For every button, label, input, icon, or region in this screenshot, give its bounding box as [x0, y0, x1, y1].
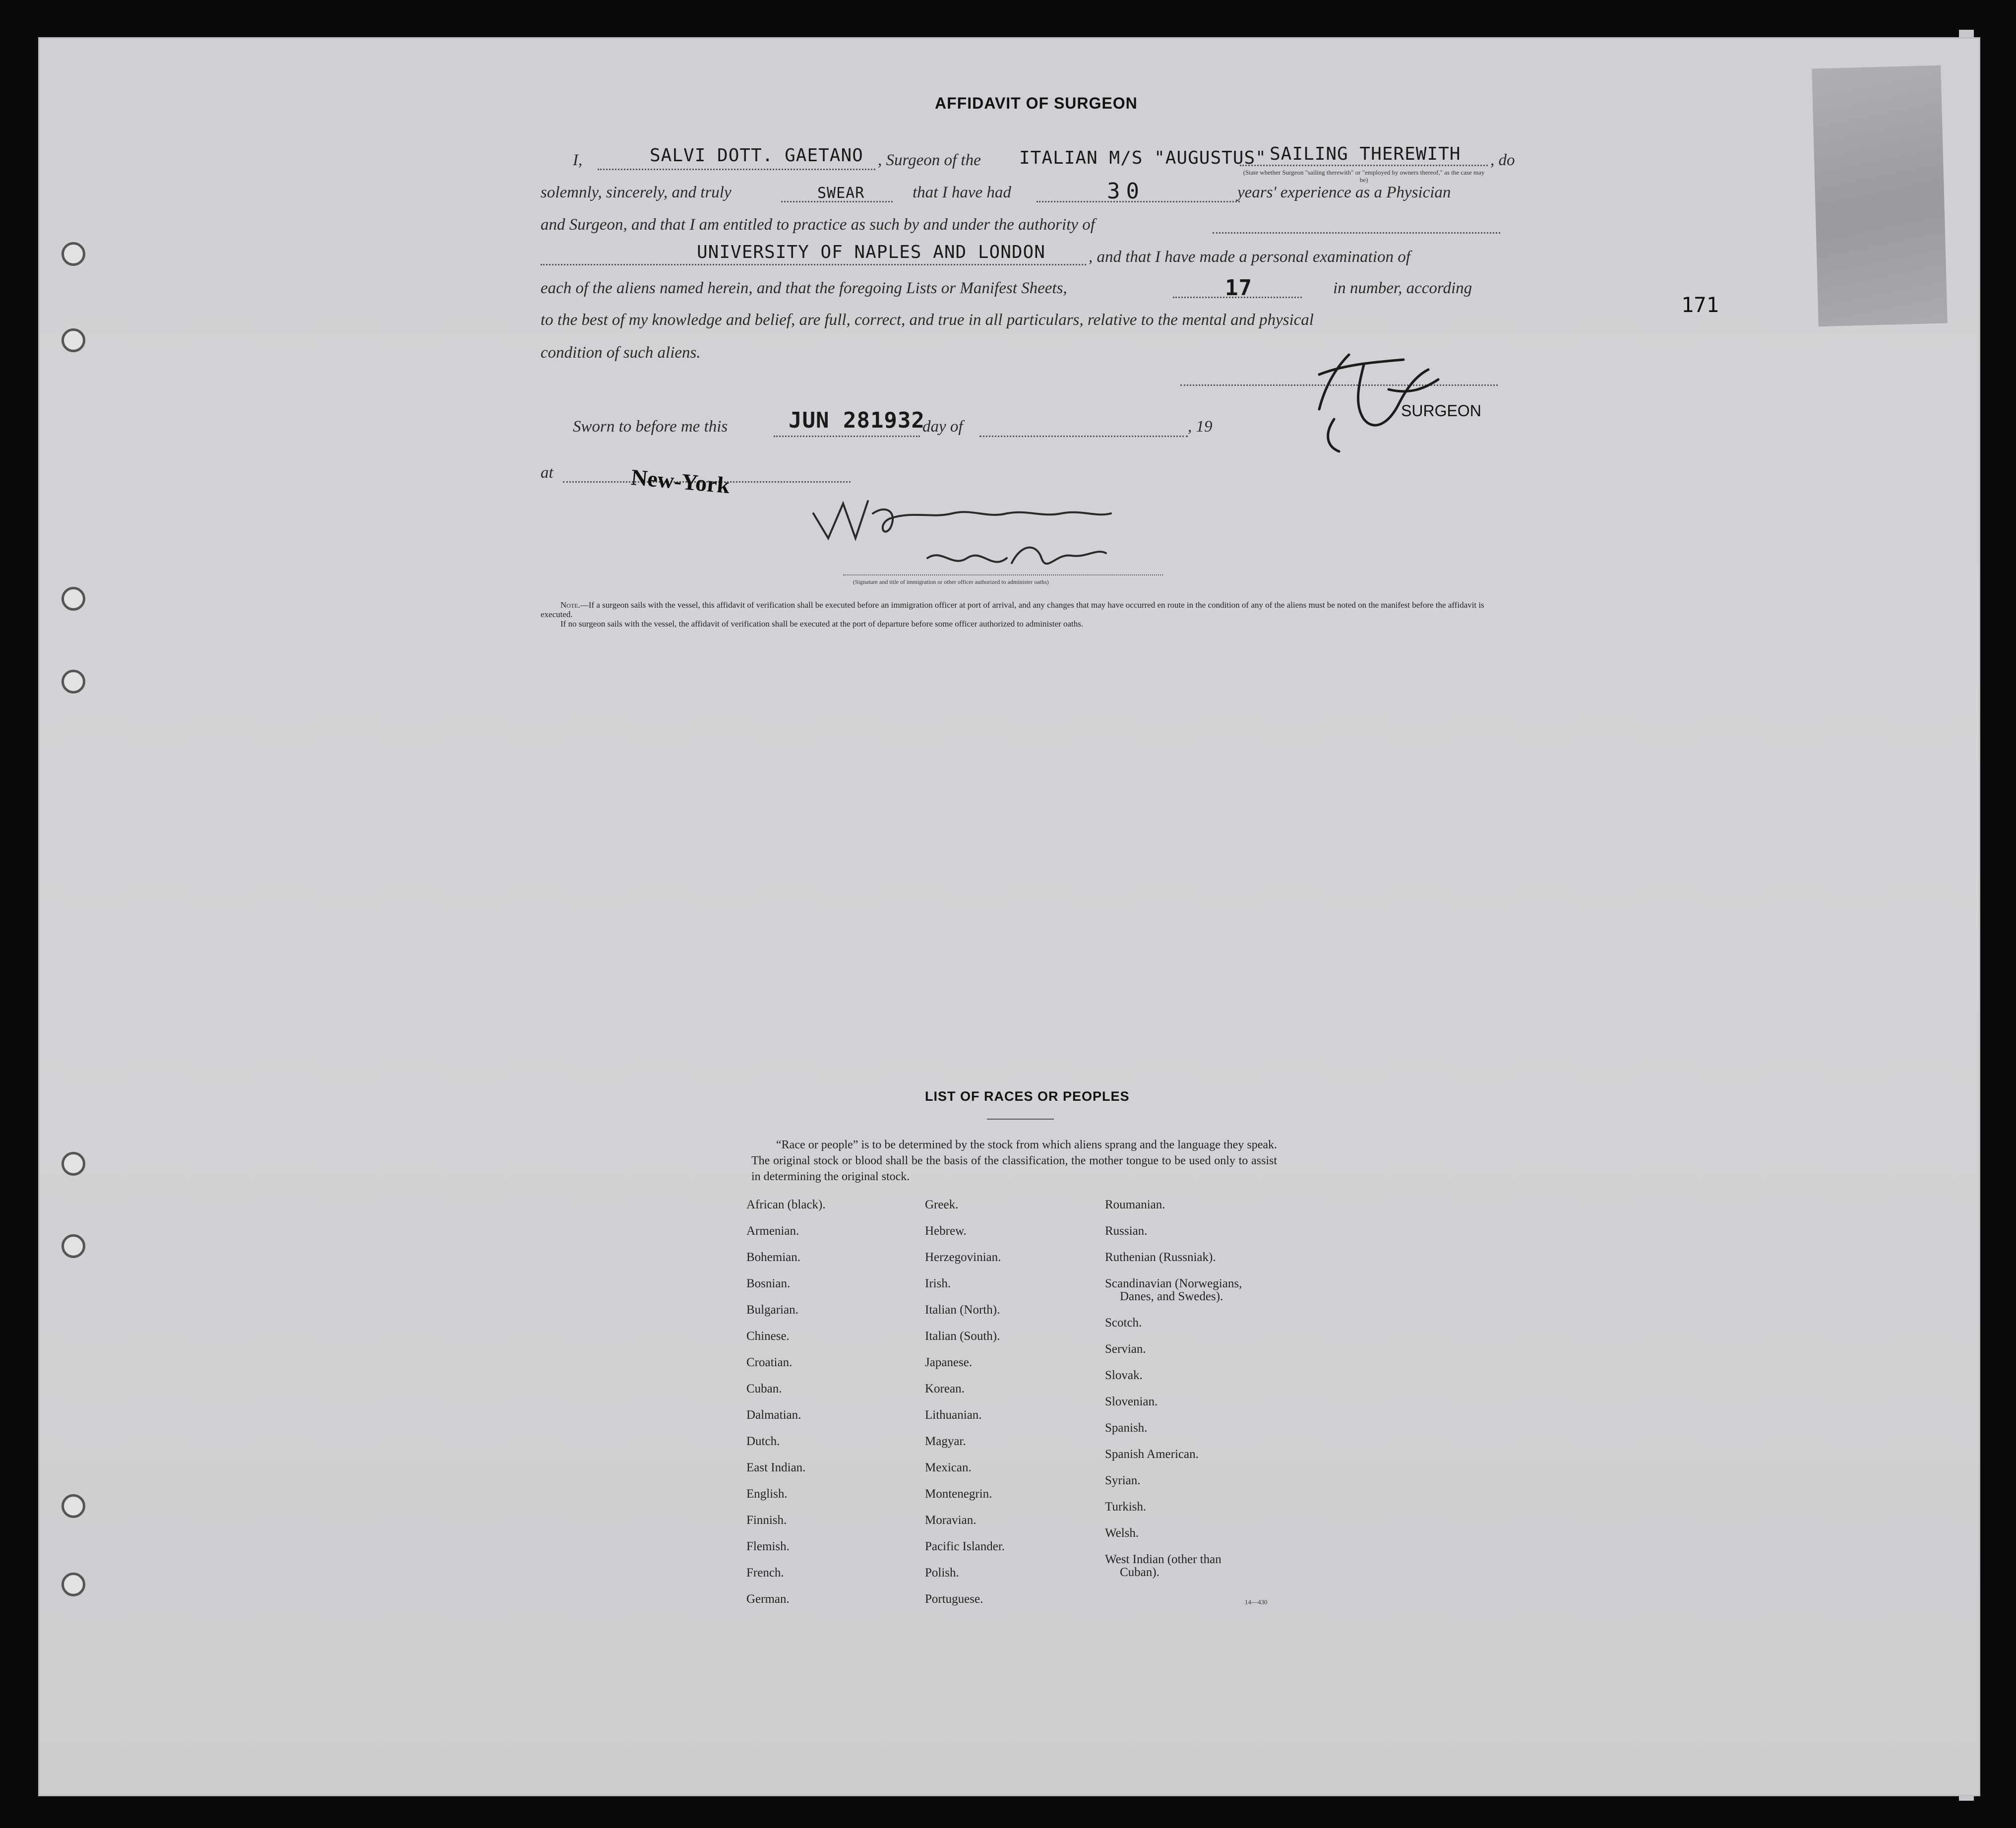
race-item: Ruthenian (Russniak). [1105, 1251, 1216, 1264]
inspector-signature [803, 484, 1151, 593]
race-item: Cuban. [746, 1382, 782, 1395]
race-item: Lithuanian. [925, 1408, 982, 1422]
race-item: Danes, and Swedes). [1120, 1290, 1223, 1303]
races-col1 [746, 1198, 826, 1619]
affidavit-title: AFFIDAVIT OF SURGEON [935, 94, 1138, 112]
line7: condition of such aliens. [541, 344, 701, 362]
races-title-rule [987, 1119, 1054, 1120]
binder-hole [61, 1152, 85, 1176]
race-item: French. [746, 1566, 784, 1579]
race-item: Herzegovinian. [925, 1251, 1001, 1264]
race-item: Chinese. [746, 1329, 790, 1343]
race-item: Scotch. [1105, 1316, 1142, 1329]
status-field [1240, 165, 1488, 166]
oath-word: SWEAR [817, 185, 865, 202]
race-item: Armenian. [746, 1224, 799, 1238]
surgeon-signature [1289, 345, 1453, 454]
page-number: 171 [1681, 293, 1719, 317]
officer-signature-note: (Signature and title of immigration or other officer authorized to administer oaths) [853, 578, 1049, 585]
years-experience: 30 [1107, 179, 1145, 204]
race-item: Cuban). [1120, 1566, 1160, 1579]
binder-hole [61, 670, 85, 693]
binder-hole [61, 1494, 85, 1518]
surgeon-status: SAILING THEREWITH [1270, 144, 1461, 164]
races-intro: “Race or people” is to be determined by the stock from which aliens sprang and the language they speak. The original stock or blood shall be the basis of the classification, the mother tongue to be used only to assist in determining the original stock. [751, 1138, 1277, 1183]
race-item: Slovenian. [1105, 1395, 1158, 1408]
race-item: Montenegrin. [925, 1487, 992, 1501]
race-item: West Indian (other than [1105, 1553, 1222, 1566]
race-item: Portuguese. [925, 1592, 983, 1606]
race-item: Italian (North). [925, 1303, 1000, 1317]
race-item: African (black). [746, 1198, 826, 1211]
race-item: Finnish. [746, 1513, 787, 1527]
races-col2 [925, 1198, 1005, 1619]
note-text1: —If a surgeon sails with the vessel, this affidavit of verification shall be executed before an immigration officer at port of arrival, and any changes that may have occurred en route in the condition of any of the aliens must be noted on the manifest before the affidavit is executed. [541, 600, 1484, 619]
line2-suffix: years' experience as a Physician [1237, 184, 1451, 201]
authority-field [541, 264, 1086, 265]
binder-hole [61, 587, 85, 611]
race-item: Greek. [925, 1198, 959, 1211]
race-item: Syrian. [1105, 1474, 1141, 1487]
line5-prefix: each of the aliens named herein, and that the foregoing Lists or Manifest Sheets, [541, 279, 1067, 297]
race-item: Spanish. [1105, 1421, 1148, 1435]
race-item: Roumanian. [1105, 1198, 1165, 1211]
sworn-date-field [774, 436, 920, 437]
tape-mark [1812, 65, 1948, 327]
race-item: Moravian. [925, 1513, 977, 1527]
authority-name: UNIVERSITY OF NAPLES AND LONDON [697, 242, 1045, 262]
vessel-name: ITALIAN M/S "AUGUSTUS" [1019, 148, 1267, 168]
line4-suffix: , and that I have made a personal examination of [1089, 248, 1410, 266]
race-item: Italian (South). [925, 1329, 1000, 1343]
note-label: Note. [560, 600, 580, 610]
form-code: 14—430 [1245, 1598, 1268, 1606]
race-item: Irish. [925, 1277, 951, 1290]
line5-suffix: in number, according [1333, 279, 1472, 297]
race-item: Slovak. [1105, 1369, 1143, 1382]
affidavit-note [541, 600, 1513, 629]
race-item: Scandinavian (Norwegians, [1105, 1277, 1242, 1290]
binder-hole [61, 1234, 85, 1258]
line2-prefix: solemnly, sincerely, and truly [541, 184, 732, 201]
surgeon-name: SALVI DOTT. GAETANO [650, 145, 863, 166]
race-item: Servian. [1105, 1342, 1146, 1356]
race-item: Magyar. [925, 1435, 966, 1448]
surgeon-label: SURGEON [1401, 402, 1481, 420]
binder-hole [61, 242, 85, 266]
race-item: Spanish American. [1105, 1448, 1199, 1461]
line1-prefix: I, [573, 151, 583, 169]
binder-hole [61, 1573, 85, 1596]
line1-mid: , Surgeon of the [878, 151, 981, 169]
status-note: (State whether Surgeon "sailing therewith" or "employed by owners thereof," as the case may be) [1243, 169, 1485, 184]
race-item: German. [746, 1592, 790, 1606]
sworn-prefix: Sworn to before me this [573, 418, 728, 436]
officer-signature-line [843, 574, 1163, 575]
races-col3 [1105, 1198, 1242, 1592]
race-item: English. [746, 1487, 788, 1501]
race-item: East Indian. [746, 1461, 806, 1474]
place-stamp: New-York [630, 464, 731, 499]
race-item: Russian. [1105, 1224, 1148, 1238]
race-item: Turkish. [1105, 1500, 1147, 1513]
sworn-mid: day of [922, 418, 963, 436]
at-prefix: at [541, 464, 553, 482]
races-title: LIST OF RACES OR PEOPLES [925, 1089, 1130, 1104]
race-item: Bosnian. [746, 1277, 791, 1290]
sworn-date-stamp: JUN 281932 [789, 408, 925, 433]
race-item: Croatian. [746, 1356, 793, 1369]
sheets-count: 17 [1225, 275, 1252, 301]
race-item: Pacific Islander. [925, 1540, 1005, 1553]
surgeon-name-field [598, 169, 875, 170]
race-item: Welsh. [1105, 1526, 1139, 1540]
line3: and Surgeon, and that I am entitled to practice as such by and under the authority of [541, 216, 1095, 234]
binder-hole [61, 328, 85, 352]
race-item: Dutch. [746, 1435, 780, 1448]
race-item: Mexican. [925, 1461, 972, 1474]
line6: to the best of my knowledge and belief, are full, correct, and true in all particulars, relative to the mental and physical [541, 311, 1314, 329]
race-item: Japanese. [925, 1356, 973, 1369]
line2-mid: that I have had [913, 184, 1011, 201]
authority-field-top [1213, 232, 1500, 234]
sworn-month-field [979, 436, 1188, 437]
race-item: Bulgarian. [746, 1303, 798, 1317]
race-item: Korean. [925, 1382, 965, 1395]
race-item: Bohemian. [746, 1251, 801, 1264]
note-text2: If no surgeon sails with the vessel, the affidavit of verification shall be executed at the port of departure before some officer authorized to administer oaths. [560, 619, 1084, 629]
sworn-suffix: , 19 [1188, 418, 1213, 436]
race-item: Polish. [925, 1566, 959, 1579]
race-item: Dalmatian. [746, 1408, 801, 1422]
race-item: Hebrew. [925, 1224, 967, 1238]
line1-suffix: , do [1490, 151, 1515, 169]
race-item: Flemish. [746, 1540, 790, 1553]
